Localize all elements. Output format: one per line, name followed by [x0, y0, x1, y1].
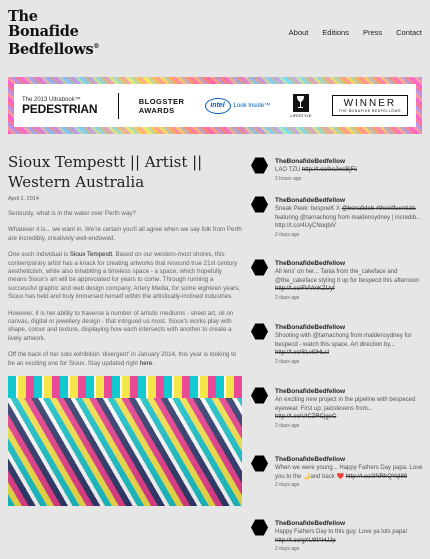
tweet [251, 196, 425, 238]
nav-editions[interactable]: Editions [322, 28, 349, 37]
tweet [251, 455, 425, 488]
tweet-time[interactable]: 2 days ago [275, 231, 300, 238]
tweet [251, 157, 425, 182]
intel-logo [205, 98, 271, 114]
winner-text: WINNER [343, 98, 397, 109]
pedestrian-small: The 2013 Ultrabook™ [22, 96, 81, 103]
avatar-icon[interactable] [251, 196, 268, 213]
tweet-time[interactable]: 2 days ago [275, 358, 300, 365]
tweet-author[interactable]: TheBonafideBedfellow [275, 456, 346, 463]
tweet-link[interactable]: http://t.co/UICZRCjgeC [275, 414, 337, 421]
artwork-image [8, 376, 242, 506]
tweet-link[interactable]: http://t.co/3NRhQYqI89 [345, 473, 408, 480]
site-logo[interactable] [8, 9, 99, 57]
winner-badge [332, 95, 408, 116]
article [8, 152, 242, 506]
tweet-text: Sneak Peek: bespoeK X @bonafideb #theinfluentials featuring @tarnachong from maidensydney | incredib... http://t.co/4UyCNoqbiV [275, 206, 422, 230]
tweet-time[interactable]: 2 days ago [275, 294, 300, 301]
blogster-line-2: AWARDS [138, 105, 175, 115]
avatar-icon[interactable] [251, 455, 268, 472]
intel-tagline: Look Inside™ [233, 102, 271, 109]
main-nav [289, 28, 422, 37]
award-banner-inner [14, 84, 416, 127]
artist-link[interactable]: Sioux Tempestt [69, 251, 113, 259]
tweet-time[interactable]: 2 days ago [275, 546, 300, 553]
tweet-text: All lens' on her... Tania from the_cakeface and @the_cakeface styling it up for bespecd this afternoon http://t.co/FVVmKZUyf [275, 269, 420, 293]
tweet-link[interactable]: http://t.co/gXU8fAHJJp [275, 537, 336, 544]
tweet-link[interactable]: http://t.co/SLvI0HLsI [275, 350, 330, 357]
tweet [251, 259, 425, 301]
nav-press[interactable]: Press [362, 28, 383, 37]
artwork-pattern [8, 376, 242, 398]
article-date: April 1, 2014 [8, 196, 39, 202]
tweet-text: LAO TZU http://t.co/boJwsBjFii [275, 167, 357, 173]
avatar-icon[interactable] [251, 519, 268, 536]
article-paragraph-2: Whatever it is... we want in. We're certain you'll all agree when we say folk from Perth are incredibly, creatively well-endowed. [8, 226, 242, 242]
tweet-text: An exciting new project in the pipeline with bespeced eyewear. First up: jaiostevens from... http://t.co/UICZRCjgeC [275, 397, 416, 421]
tweet-author[interactable]: TheBonafideBedfellow [275, 388, 346, 395]
tweet-time[interactable]: 2 days ago [275, 482, 300, 489]
lifestyle-badge [290, 94, 311, 118]
here-link[interactable]: here [139, 359, 153, 367]
tweet-author[interactable]: TheBonafideBedfellow [275, 520, 346, 527]
lifestyle-label: LIFESTYLE [290, 112, 312, 118]
blogster-line-1: BLOGSTER [138, 96, 185, 106]
tweet-author[interactable]: TheBonafideBedfellow [275, 260, 346, 267]
tweet [251, 387, 425, 429]
avatar-icon[interactable] [251, 157, 268, 174]
logo-line-1: The [8, 8, 38, 25]
tweet-author[interactable]: TheBonafideBedfellow [275, 158, 346, 165]
tweet [251, 519, 425, 552]
pedestrian-logo [22, 97, 97, 115]
avatar-icon[interactable] [251, 259, 268, 276]
tweet-time[interactable]: 2 hours ago [275, 175, 302, 182]
tweet-mention[interactable]: @bonafideb #theinfluentials [341, 206, 416, 212]
banner-divider [118, 93, 119, 119]
award-banner[interactable] [8, 77, 422, 134]
article-paragraph-5: Off the back of her solo exhibition 'divergent' in January 2014, this year is looking to be an exciting one for Sioux. Stay updated right here. [8, 351, 237, 367]
tweet-time[interactable]: 2 days ago [275, 422, 300, 429]
intel-oval-icon: intel [205, 98, 231, 114]
tweet-text: Shooting with @tarnachong from maidensydney for bespecd - watch this space. Art direction by... http://t.co/SLvI0HLsI [275, 333, 412, 357]
article-title[interactable]: Sioux Tempestt || Artist || Western Australia [8, 153, 203, 191]
tweet-text: Happy Fathers Day to this guy. Love ya lots papa! http://t.co/gXU8fAHJJp [275, 529, 408, 544]
logo-line-3: Bedfellows® [8, 40, 100, 58]
tweet-author[interactable]: TheBonafideBedfellow [275, 324, 346, 331]
tweet-text: When we were young... Happy Fathers Day papa. Love you to the 🌙and back ❤️ http://t.co/3NRhQYqI89 [275, 465, 423, 480]
trademark: ® [93, 43, 100, 50]
tweet-link[interactable]: http://t.co/FVVmKZUyf [275, 286, 335, 293]
tweet-link[interactable]: http://t.co/boJwsBjFii [301, 167, 357, 173]
wine-glass-icon [293, 94, 309, 112]
nav-contact[interactable]: Contact [396, 28, 422, 37]
tweet [251, 323, 425, 365]
nav-about[interactable]: About [288, 28, 309, 37]
article-paragraph-1: Seriously, what is in the water over Perth way? [8, 210, 136, 217]
article-paragraph-3: One such individual is Sioux Tempestt. Based on our western-most shores, this contemporary artist has a knack for creating artworks that resound true 21st century aestheticism, while also inhabiting a timeless space - a space, which hopefully means Sioux's art will be appreciated for years to come. Through running a successful graphic and web design company, Artery Media, for some eighteen years, Sioux has held and truly immersed herself within the artistically-inclined industries. [8, 251, 241, 301]
avatar-icon[interactable] [251, 387, 268, 404]
winner-sub: THE BONAFIDE BEDFELLOWS [338, 109, 401, 113]
avatar-icon[interactable] [251, 323, 268, 340]
logo-line-2: Bonafide [8, 23, 79, 40]
tweet-author[interactable]: TheBonafideBedfellow [275, 197, 346, 204]
article-paragraph-4: However, it is her ability to traverse a number of artistic mediums - street art, oil on canvas, digital or jewellery design - that intrigued us most. Sioux's works play with shape, colour and texture, displaying how each intersects with another to create a lively artwork. [8, 309, 234, 342]
pedestrian-big: PEDESTRIAN [22, 101, 98, 116]
site-header [0, 0, 430, 70]
blogster-awards [139, 97, 185, 115]
